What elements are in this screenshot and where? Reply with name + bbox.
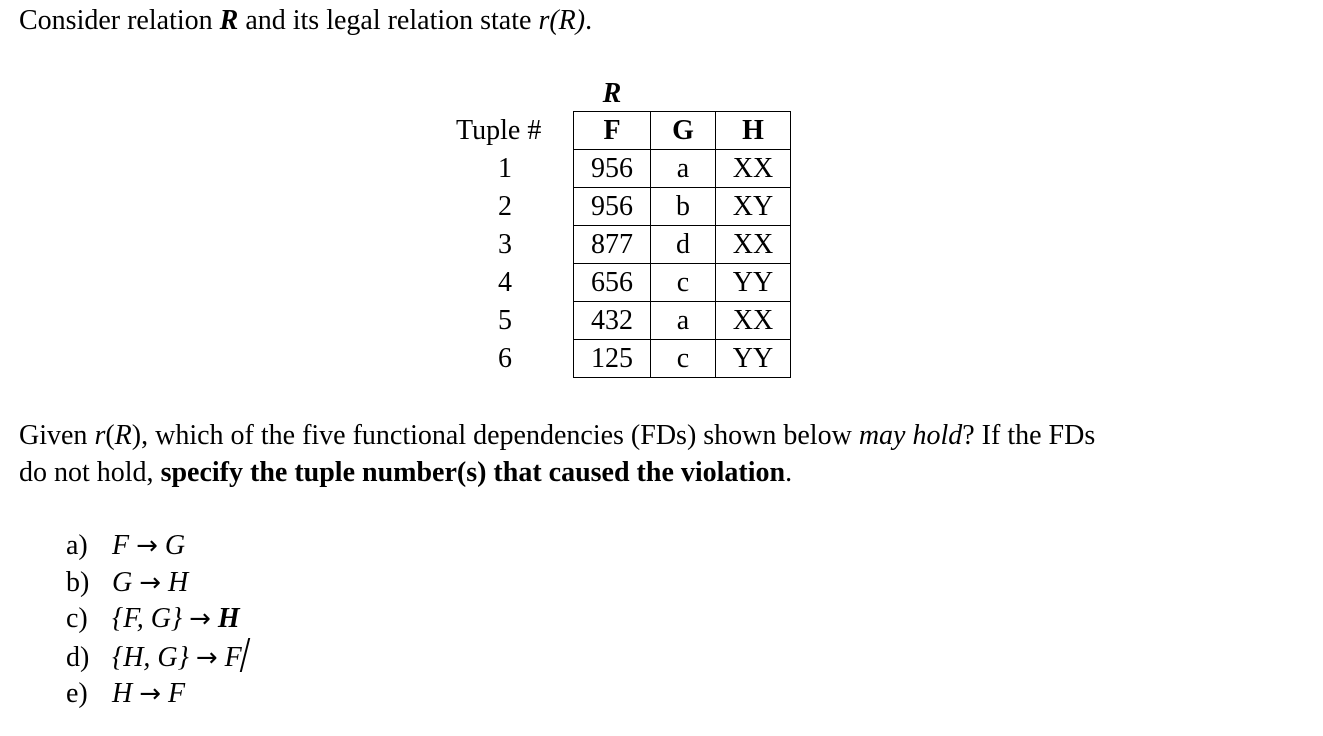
question-instruction-bold: specify the tuple number(s) that caused the violation	[160, 457, 786, 488]
fd-option-a	[66, 528, 246, 565]
table-row	[574, 226, 791, 264]
option-letter: b)	[66, 566, 90, 598]
table-cell: YY	[716, 264, 791, 302]
arrow-icon: →	[189, 604, 211, 634]
question-text: do not hold,	[19, 457, 161, 488]
tuple-number-column	[470, 150, 540, 378]
fd-option-c	[66, 601, 246, 638]
table-cell: 656	[574, 264, 651, 302]
question-text: ), which of the five functional dependencies (FDs) shown below	[131, 420, 859, 451]
column-header-g: G	[651, 112, 716, 150]
tuple-number: 2	[498, 191, 512, 222]
fd-rhs: G	[157, 530, 186, 561]
option-letter: a)	[66, 530, 88, 561]
table-cell: XY	[716, 188, 791, 226]
intro-middle: and its legal relation state	[238, 5, 539, 36]
question-relation-r: R	[114, 420, 132, 451]
tuple-number: 6	[498, 343, 512, 374]
tuple-number: 1	[498, 153, 512, 184]
fd-option-b	[66, 565, 246, 602]
table-cell: 956	[574, 150, 651, 188]
option-letter: e)	[66, 678, 88, 709]
fd-rhs: H	[161, 566, 189, 598]
column-header-h: H	[716, 112, 791, 150]
question-state-r: r	[94, 420, 106, 451]
arrow-icon: →	[139, 567, 162, 598]
question-line-1	[19, 419, 1095, 453]
fd-rhs: F	[217, 641, 242, 673]
table-header-row	[574, 112, 791, 150]
question-line-2	[19, 456, 792, 490]
fd-lhs: {H, G}	[112, 641, 196, 673]
table-cell: 877	[574, 226, 651, 264]
option-letter: c)	[66, 603, 88, 634]
question-emphasis: may hold	[858, 420, 963, 451]
table-row	[574, 150, 791, 188]
option-letter: d)	[66, 641, 90, 673]
intro-prefix: Consider relation	[19, 5, 220, 36]
fd-option-d	[66, 638, 246, 677]
table-cell: 956	[574, 188, 651, 226]
table-cell: a	[651, 150, 716, 188]
intro-relation-state: r(R)	[538, 5, 586, 36]
table-cell: a	[651, 302, 716, 340]
question-text: ? If the FDs	[962, 420, 1096, 451]
column-header-f: F	[574, 112, 651, 150]
fd-lhs: H	[112, 678, 140, 709]
table-row	[574, 264, 791, 302]
question-text: Given	[19, 420, 95, 451]
arrow-icon: →	[136, 531, 158, 561]
table-cell: b	[651, 188, 716, 226]
fd-rhs: F	[161, 678, 186, 709]
table-row	[574, 340, 791, 378]
tuple-number: 4	[498, 267, 512, 298]
intro-sentence	[19, 4, 592, 38]
tuple-number: 5	[498, 305, 512, 336]
question-text: .	[785, 457, 793, 488]
table-cell: d	[651, 226, 716, 264]
tuple-number-header: Tuple #	[456, 115, 542, 146]
table-row	[574, 302, 791, 340]
arrow-icon: →	[195, 642, 218, 673]
table-cell: YY	[716, 340, 791, 378]
text-cursor-icon	[244, 638, 246, 672]
table-row	[574, 188, 791, 226]
fd-rhs: H	[210, 603, 240, 634]
table-cell: c	[651, 340, 716, 378]
fd-lhs: G	[112, 566, 140, 598]
arrow-icon: →	[139, 679, 162, 709]
tuple-number: 3	[498, 229, 512, 260]
relation-table	[573, 111, 791, 378]
intro-suffix: .	[585, 5, 593, 36]
fd-lhs: {F, G}	[112, 603, 190, 634]
table-cell: XX	[716, 226, 791, 264]
question-text: (	[105, 420, 115, 451]
table-cell: 432	[574, 302, 651, 340]
table-cell: 125	[574, 340, 651, 378]
fd-lhs: F	[112, 530, 137, 561]
intro-relation-name: R	[219, 5, 239, 36]
table-cell: XX	[716, 150, 791, 188]
relation-title: R	[602, 78, 622, 109]
fd-options-list	[66, 528, 246, 713]
fd-option-e	[66, 676, 246, 713]
table-cell: XX	[716, 302, 791, 340]
table-cell: c	[651, 264, 716, 302]
